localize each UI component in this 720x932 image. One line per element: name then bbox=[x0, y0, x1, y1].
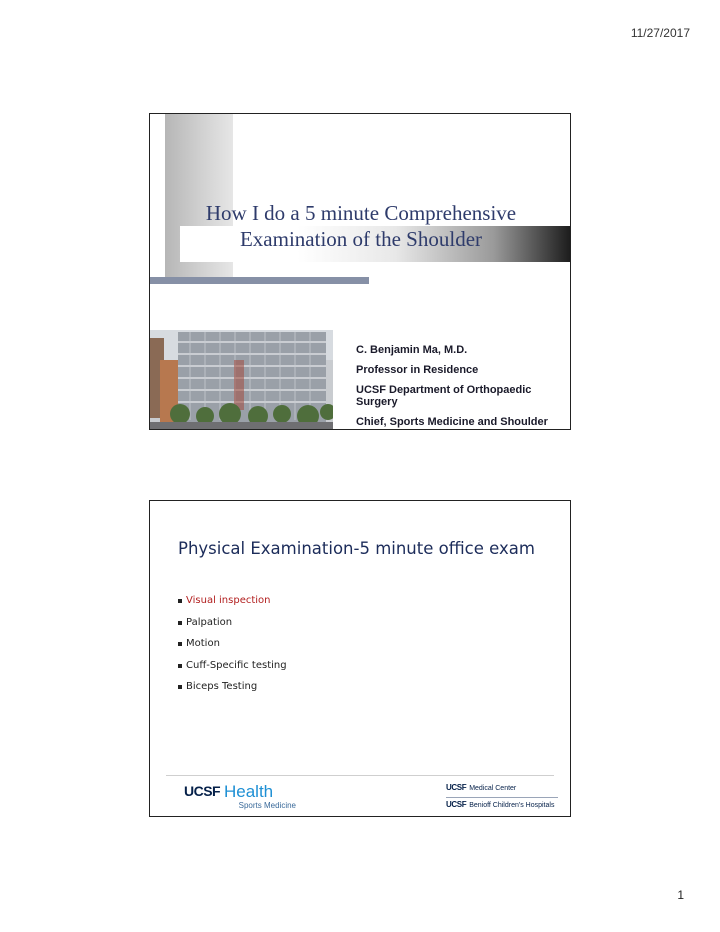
square-bullet-icon bbox=[178, 685, 182, 689]
mini-ucsf-text: UCSF bbox=[446, 800, 467, 809]
author-block bbox=[356, 344, 570, 430]
bullet-text: Motion bbox=[186, 638, 220, 649]
bullet-text: Visual inspection bbox=[186, 595, 271, 606]
author-role: Chief, Sports Medicine and Shoulder bbox=[356, 416, 548, 428]
author-title: Professor in Residence bbox=[356, 364, 479, 376]
footer-divider bbox=[166, 775, 554, 776]
square-bullet-icon bbox=[178, 621, 182, 625]
mini-ucsf-text: UCSF bbox=[446, 783, 467, 792]
affiliation-row bbox=[446, 797, 558, 814]
bullet-list bbox=[178, 595, 287, 703]
list-item bbox=[178, 681, 287, 703]
list-item bbox=[178, 617, 287, 639]
title-line-2: Examination of the Shoulder bbox=[239, 227, 483, 251]
bullet-text: Cuff-Specific testing bbox=[186, 659, 287, 671]
bullet-text: Palpation bbox=[186, 616, 233, 628]
list-item bbox=[178, 660, 287, 682]
ucsf-affiliations-logo bbox=[446, 783, 558, 814]
affiliation-text: Medical Center bbox=[469, 785, 517, 792]
logo-health-text: Health bbox=[224, 782, 274, 801]
square-bullet-icon bbox=[178, 642, 182, 646]
author-department: UCSF Department of Orthopaedic Surgery bbox=[356, 384, 532, 408]
slide-heading: Physical Examination-5 minute office exam bbox=[178, 539, 535, 558]
page-number: 1 bbox=[677, 888, 684, 902]
list-item bbox=[178, 638, 287, 660]
slide-title bbox=[149, 113, 571, 430]
logo-ucsf-text: UCSF bbox=[184, 783, 221, 799]
affiliation-row bbox=[446, 783, 558, 797]
decorative-accent-bar bbox=[150, 277, 369, 284]
print-date: 11/27/2017 bbox=[630, 26, 690, 40]
affiliation-text: Benioff Children's Hospitals bbox=[469, 802, 555, 809]
bullet-text: Biceps Testing bbox=[186, 681, 258, 692]
square-bullet-icon bbox=[178, 599, 182, 603]
title-line-1: How I do a 5 minute Comprehensive bbox=[205, 201, 517, 225]
author-name: C. Benjamin Ma, M.D. bbox=[356, 344, 468, 356]
building-photo bbox=[150, 330, 333, 430]
ucsf-health-logo bbox=[184, 781, 294, 813]
square-bullet-icon bbox=[178, 664, 182, 668]
logo-subtitle: Sports Medicine bbox=[238, 801, 296, 810]
list-item bbox=[178, 595, 287, 617]
slide-title-text bbox=[150, 200, 571, 252]
slide-exam-overview bbox=[149, 500, 571, 817]
